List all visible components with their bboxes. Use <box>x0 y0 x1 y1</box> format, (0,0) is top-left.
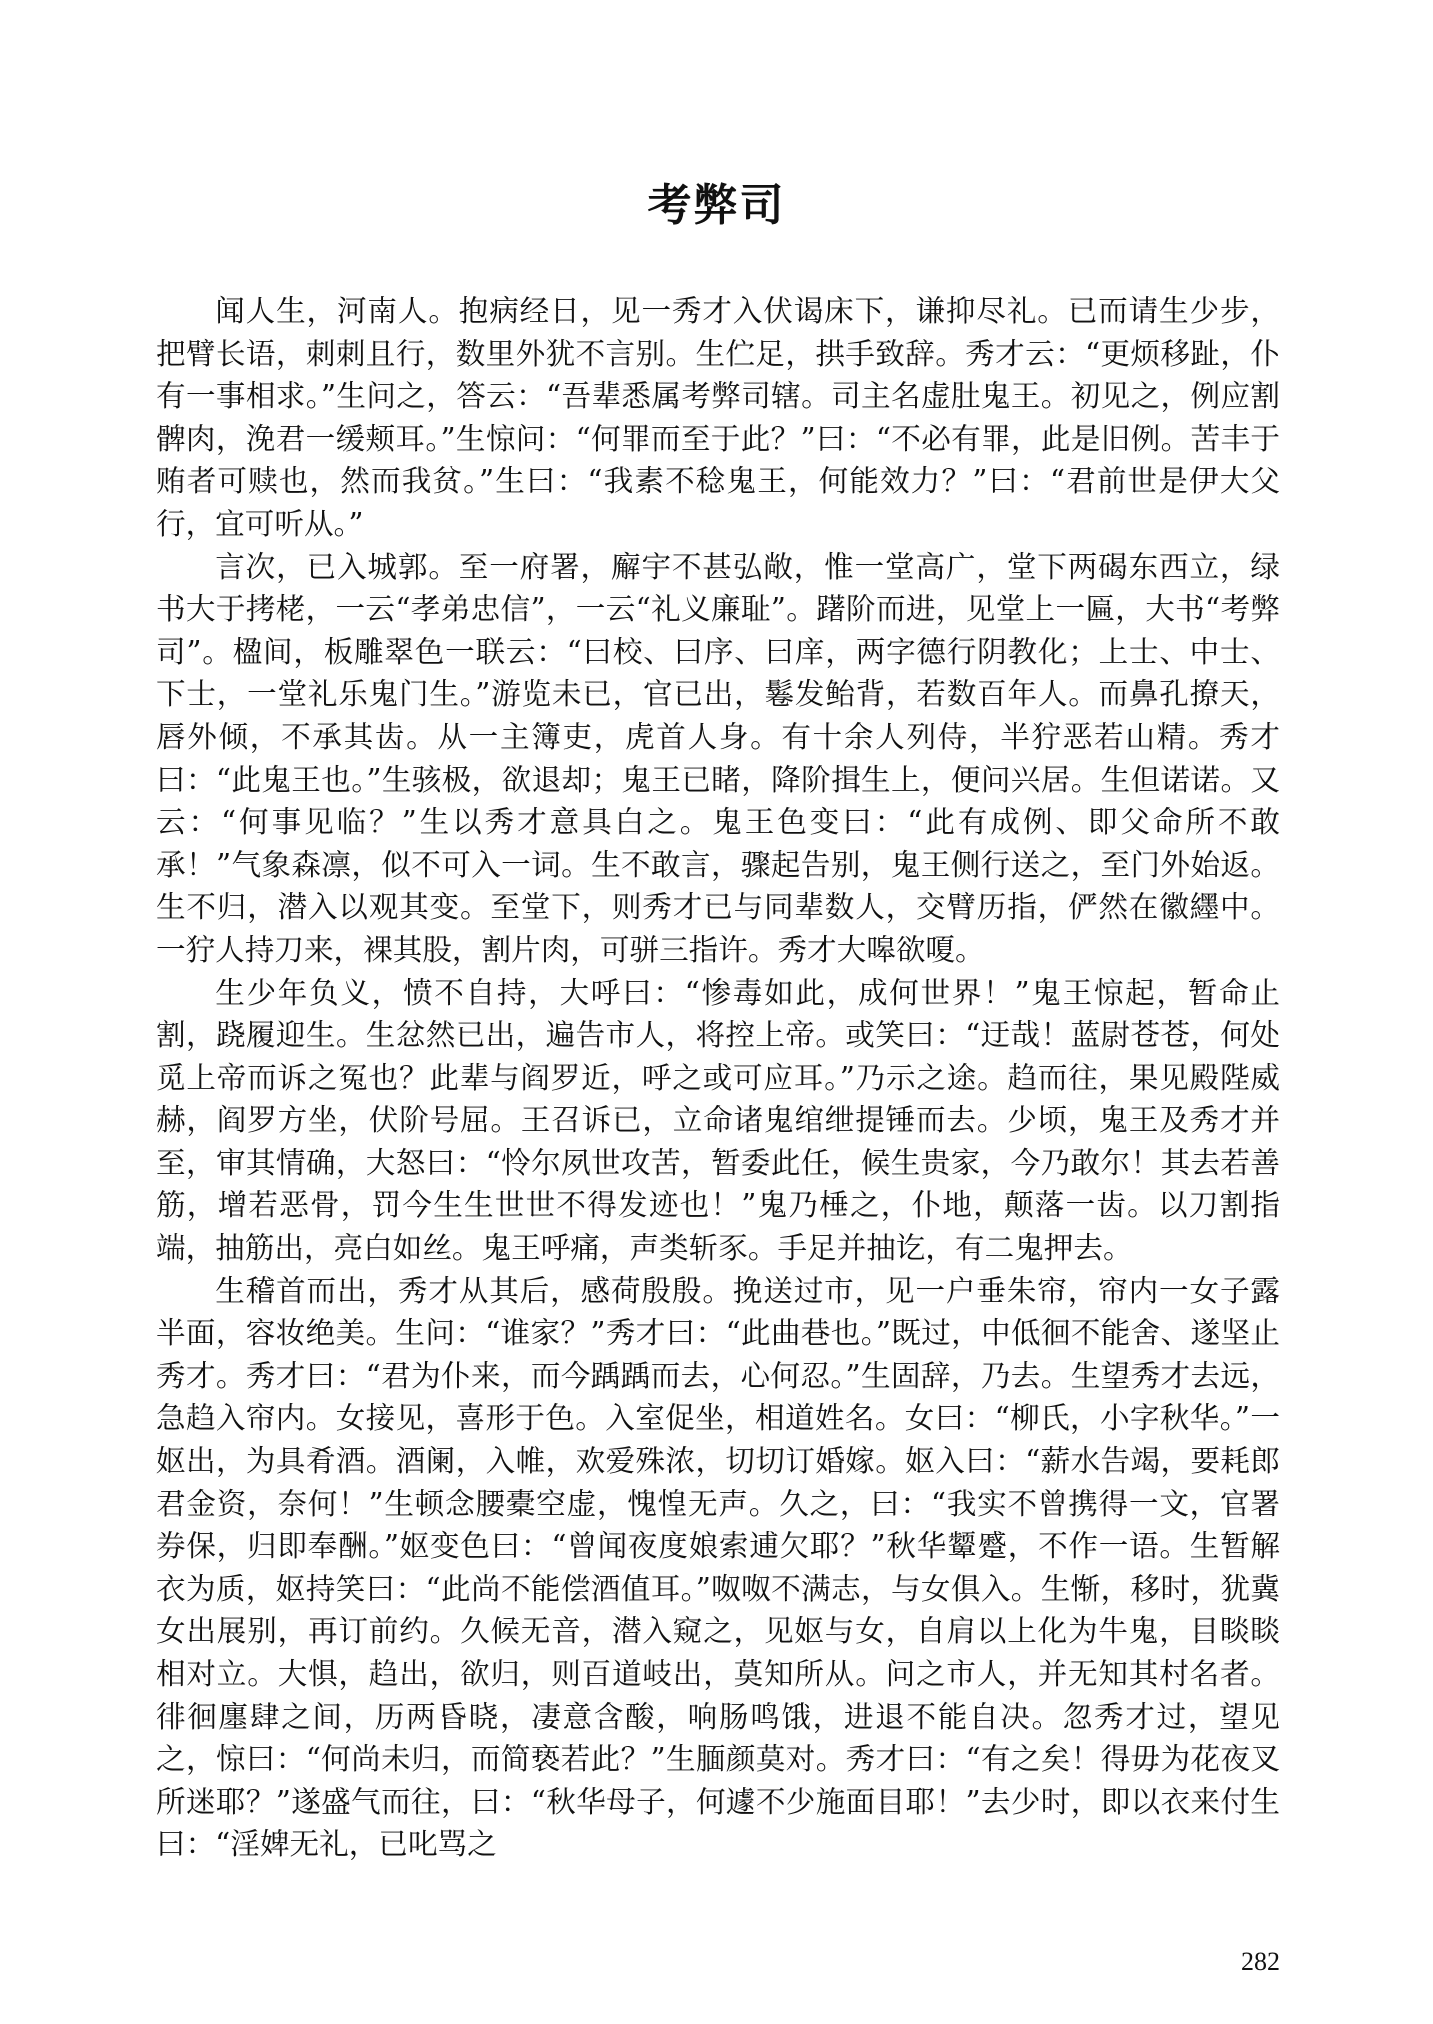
paragraph: 生少年负义，愤不自持，大呼曰：“惨毒如此，成何世界！”鬼王惊起，暂命止割，跷履迎生。生忿然已出，遍告市人，将控上帝。或笑曰：“迂哉！蓝尉苍苍，何处觅上帝而诉之冤也？此辈与阎罗近，呼之或可应耳。”乃示之途。趋而往，果见殿陛威赫，阎罗方坐，伏阶号屈。王召诉已，立命诸鬼绾绁提锤而去。少顷，鬼王及秀才并至，审其情确，大怒曰：“怜尔夙世攻苦，暂委此任，候生贵家，今乃敢尔！其去若善筋，增若恶骨，罚今生生世世不得发迹也！”鬼乃棰之，仆地，颠落一齿。以刀割指端，抽筋出，亮白如丝。鬼王呼痛，声类斩豕。手足并抽讫，有二鬼押去。 <box>156 975 1280 1266</box>
paragraph: 言次，已入城郭。至一府署，廨宇不甚弘敞，惟一堂高广，堂下两碣东西立，绿书大于拷栳，一云“孝弟忠信”，一云“礼义廉耻”。躇阶而进，见堂上一匾，大书“考弊司”。楹间，板雕翠色一联云：“曰校、曰序、曰庠，两字德行阴教化；上士、中士、下士，一堂礼乐鬼门生。”游览未已，官已出，鬈发鲐背，若数百年人。而鼻孔撩天，唇外倾，不承其齿。从一主簿吏，虎首人身。有十余人列侍，半狞恶若山精。秀才曰：“此鬼王也。”生骇极，欲退却；鬼王已睹，降阶揖生上，便问兴居。生但诺诺。又云：“何事见临？”生以秀才意具白之。鬼王色变曰：“此有成例、即父命所不敢承！”气象森凛，似不可入一词。生不敢言，骤起告别，鬼王侧行送之，至门外始返。生不归，潜入以观其变。至堂下，则秀才已与同辈数人，交臂历指，俨然在徽纆中。一狞人持刀来，裸其股，割片肉，可骈三指许。秀才大嗥欲嗄。 <box>156 549 1280 967</box>
paragraph: 生稽首而出，秀才从其后，感荷殷殷。挽送过市，见一户垂朱帘，帘内一女子露半面，容妆绝美。生问：“谁家？”秀才曰：“此曲巷也。”既过，中低徊不能舍、遂坚止秀才。秀才曰：“君为仆来，而今踽踽而去，心何忍。”生固辞，乃去。生望秀才去远，急趋入帘内。女接见，喜形于色。入室促坐，相道姓名。女曰：“柳氏，小字秋华。”一妪出，为具肴酒。酒阑，入帷，欢爱殊浓，切切订婚嫁。妪入曰：“薪水告竭，要耗郎君金资，奈何！”生顿念腰橐空虚，愧惶无声。久之，曰：“我实不曾携得一文，官署券保，归即奉酬。”妪变色曰：“曾闻夜度娘索逋欠耶？”秋华颦蹙，不作一语。生暂解衣为质，妪持笑曰：“此尚不能偿酒值耳。”呶呶不满志，与女俱入。生惭，移时，犹冀女出展别，再订前约。久候无音，潜入窥之，见妪与女，自肩以上化为牛鬼，目睒睒相对立。大惧，趋出，欲归，则百道岐出，莫知所从。问之市人，并无知其村名者。徘徊廛肆之间，历两昏晓，凄意含酸，响肠鸣饿，进退不能自决。忽秀才过，望见之，惊曰：“何尚未归，而简亵若此？”生腼颜莫对。秀才曰：“有之矣！得毋为花夜叉所迷耶？”遂盛气而往，曰：“秋华母子，何遽不少施面目耶！”去少时，即以衣来付生曰：“淫婢无礼，已叱骂之 <box>156 1273 1280 1862</box>
page-title: 考弊司 <box>647 180 786 231</box>
page-number: 282 <box>1241 1947 1280 1976</box>
body-text <box>156 290 1280 1866</box>
paragraph: 闻人生，河南人。抱病经日，见一秀才入伏谒床下，谦抑尽礼。已而请生少步，把臂长语，刺刺且行，数里外犹不言别。生伫足，拱手致辞。秀才云：“更烦移趾，仆有一事相求。”生问之，答云：“吾辈悉属考弊司辖。司主名虚肚鬼王。初见之，例应割髀肉，浼君一缓颊耳。”生惊问：“何罪而至于此？”曰：“不必有罪，此是旧例。苦丰于贿者可赎也，然而我贫。”生曰：“我素不稔鬼王，何能效力？”曰：“君前世是伊大父行，宜可听从。” <box>156 294 1280 541</box>
